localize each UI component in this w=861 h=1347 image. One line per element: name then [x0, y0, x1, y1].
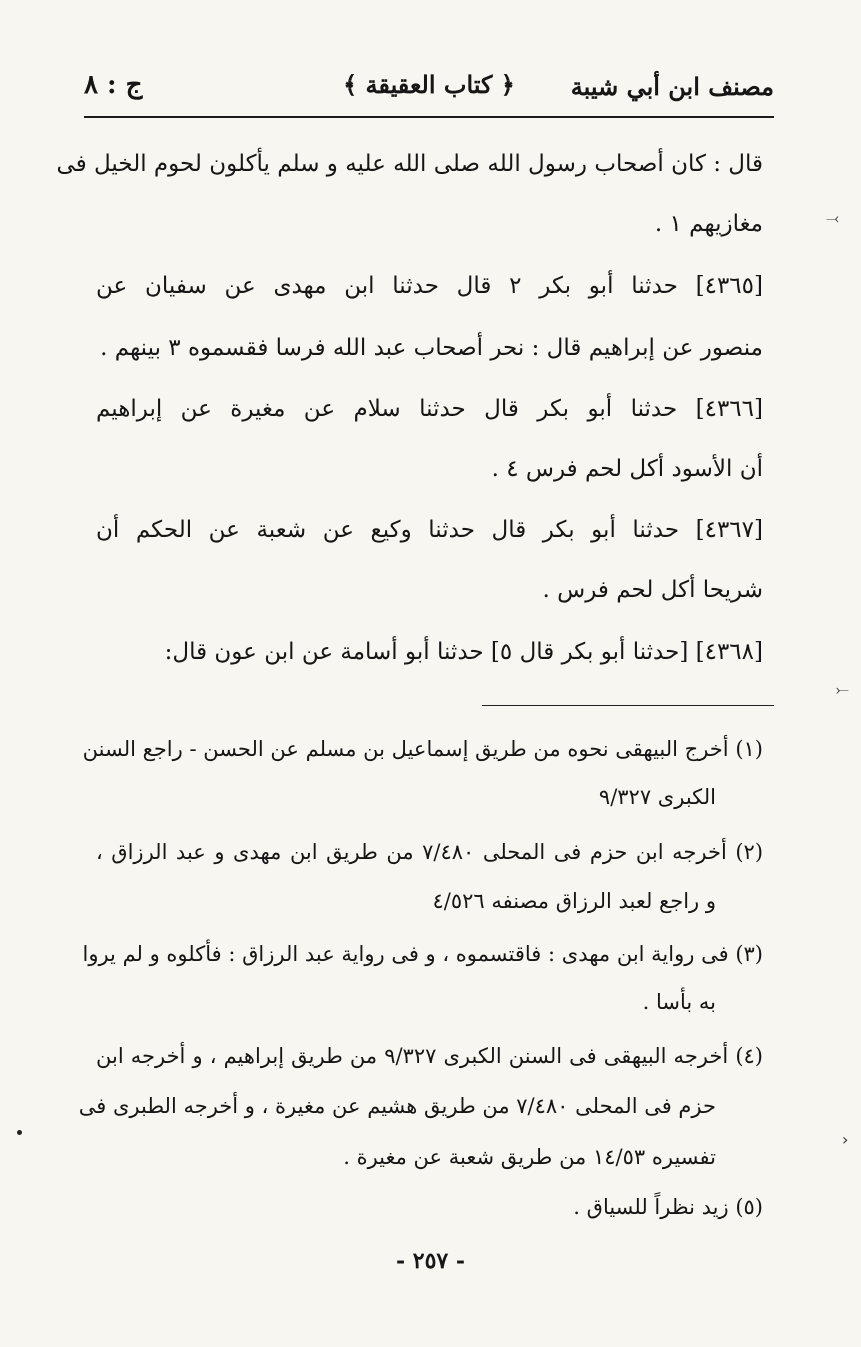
footnote-text: الكبرى ٩/٣٢٧ — [598, 785, 716, 809]
margin-mark-icon: ⤚ — [836, 680, 849, 699]
footnote-text: حزم فى المحلى ٧/٤٨٠ من طريق هشيم عن مغيرة ، و أخرجه الطبرى فى — [78, 1094, 716, 1118]
volume-label: ج : ٨ — [84, 70, 143, 100]
footnote-3 — [82, 929, 763, 979]
footnote-number: (١) — [735, 737, 763, 761]
footnote-text: به بأسا . — [642, 990, 716, 1014]
page-number: - ٢٥٧ - — [395, 1248, 466, 1274]
page-header — [84, 60, 774, 118]
hadith-4367-line: [٤٣٦٧] حدثنا أبو بكر قال حدثنا وكيع عن شعبة عن الحكم أن — [96, 517, 763, 543]
footnote-number: (٣) — [735, 942, 763, 966]
footnote-number: (٢) — [735, 840, 764, 864]
footnote-1 — [82, 724, 763, 774]
footnote-text: تفسيره ١٤/٥٣ من طريق شعبة عن مغيرة . — [343, 1145, 716, 1169]
margin-dot — [17, 1130, 22, 1135]
footnote-4 — [96, 1031, 763, 1081]
footnote-number: (٥) — [735, 1195, 763, 1219]
hadith-4365-line: [٤٣٦٥] حدثنا أبو بكر ٢ قال حدثنا ابن مهدى عن سفيان عن — [96, 273, 763, 299]
footnote-text: فى رواية ابن مهدى : فاقتسموه ، و فى رواية عبد الرزاق : فأكلوه و لم يروا — [82, 942, 729, 966]
text-line: منصور عن إبراهيم قال : نحر أصحاب عبد الله فرسا فقسموه ٣ بينهم . — [100, 335, 763, 361]
footnote-text: و راجع لعبد الرزاق مصنفه ٤/٥٢٦ — [432, 889, 716, 913]
book-title: مصنف ابن أبي شيبة — [570, 72, 774, 101]
footnote-number: (٤) — [735, 1044, 763, 1068]
footnote-text: أخرجه ابن حزم فى المحلى ٧/٤٨٠ من طريق ابن مهدى و عبد الرزاق ، — [96, 840, 727, 864]
margin-mark-icon: › — [842, 1130, 849, 1149]
footnote-5 — [96, 1182, 763, 1232]
hadith-4368-line: [٤٣٦٨] [حدثنا أبو بكر قال ٥] حدثنا أبو أسامة عن ابن عون قال: — [164, 639, 763, 665]
text-line: أن الأسود أكل لحم فرس ٤ . — [491, 456, 763, 482]
footnote-text: زيد نظراً للسياق . — [573, 1195, 729, 1219]
text-line: شريحا أكل لحم فرس . — [542, 577, 763, 603]
chapter-title: ﴿ كتاب العقيقة ﴾ — [343, 70, 515, 99]
text-line: قال : كان أصحاب رسول الله صلى الله عليه و سلم يأكلون لحوم الخيل فى — [56, 151, 763, 177]
margin-mark-icon: ⤙ — [826, 208, 839, 227]
footnote-separator — [482, 705, 774, 706]
text-line: مغازيهم ١ . — [654, 211, 763, 237]
footnote-text: أخرجه البيهقى فى السنن الكبرى ٩/٣٢٧ من طريق إبراهيم ، و أخرجه ابن — [96, 1044, 729, 1068]
hadith-4366-line: [٤٣٦٦] حدثنا أبو بكر قال حدثنا سلام عن مغيرة عن إبراهيم — [96, 396, 763, 422]
footnote-2 — [96, 827, 763, 877]
footnote-text: أخرج البيهقى نحوه من طريق إسماعيل بن مسلم عن الحسن - راجع السنن — [82, 737, 729, 761]
